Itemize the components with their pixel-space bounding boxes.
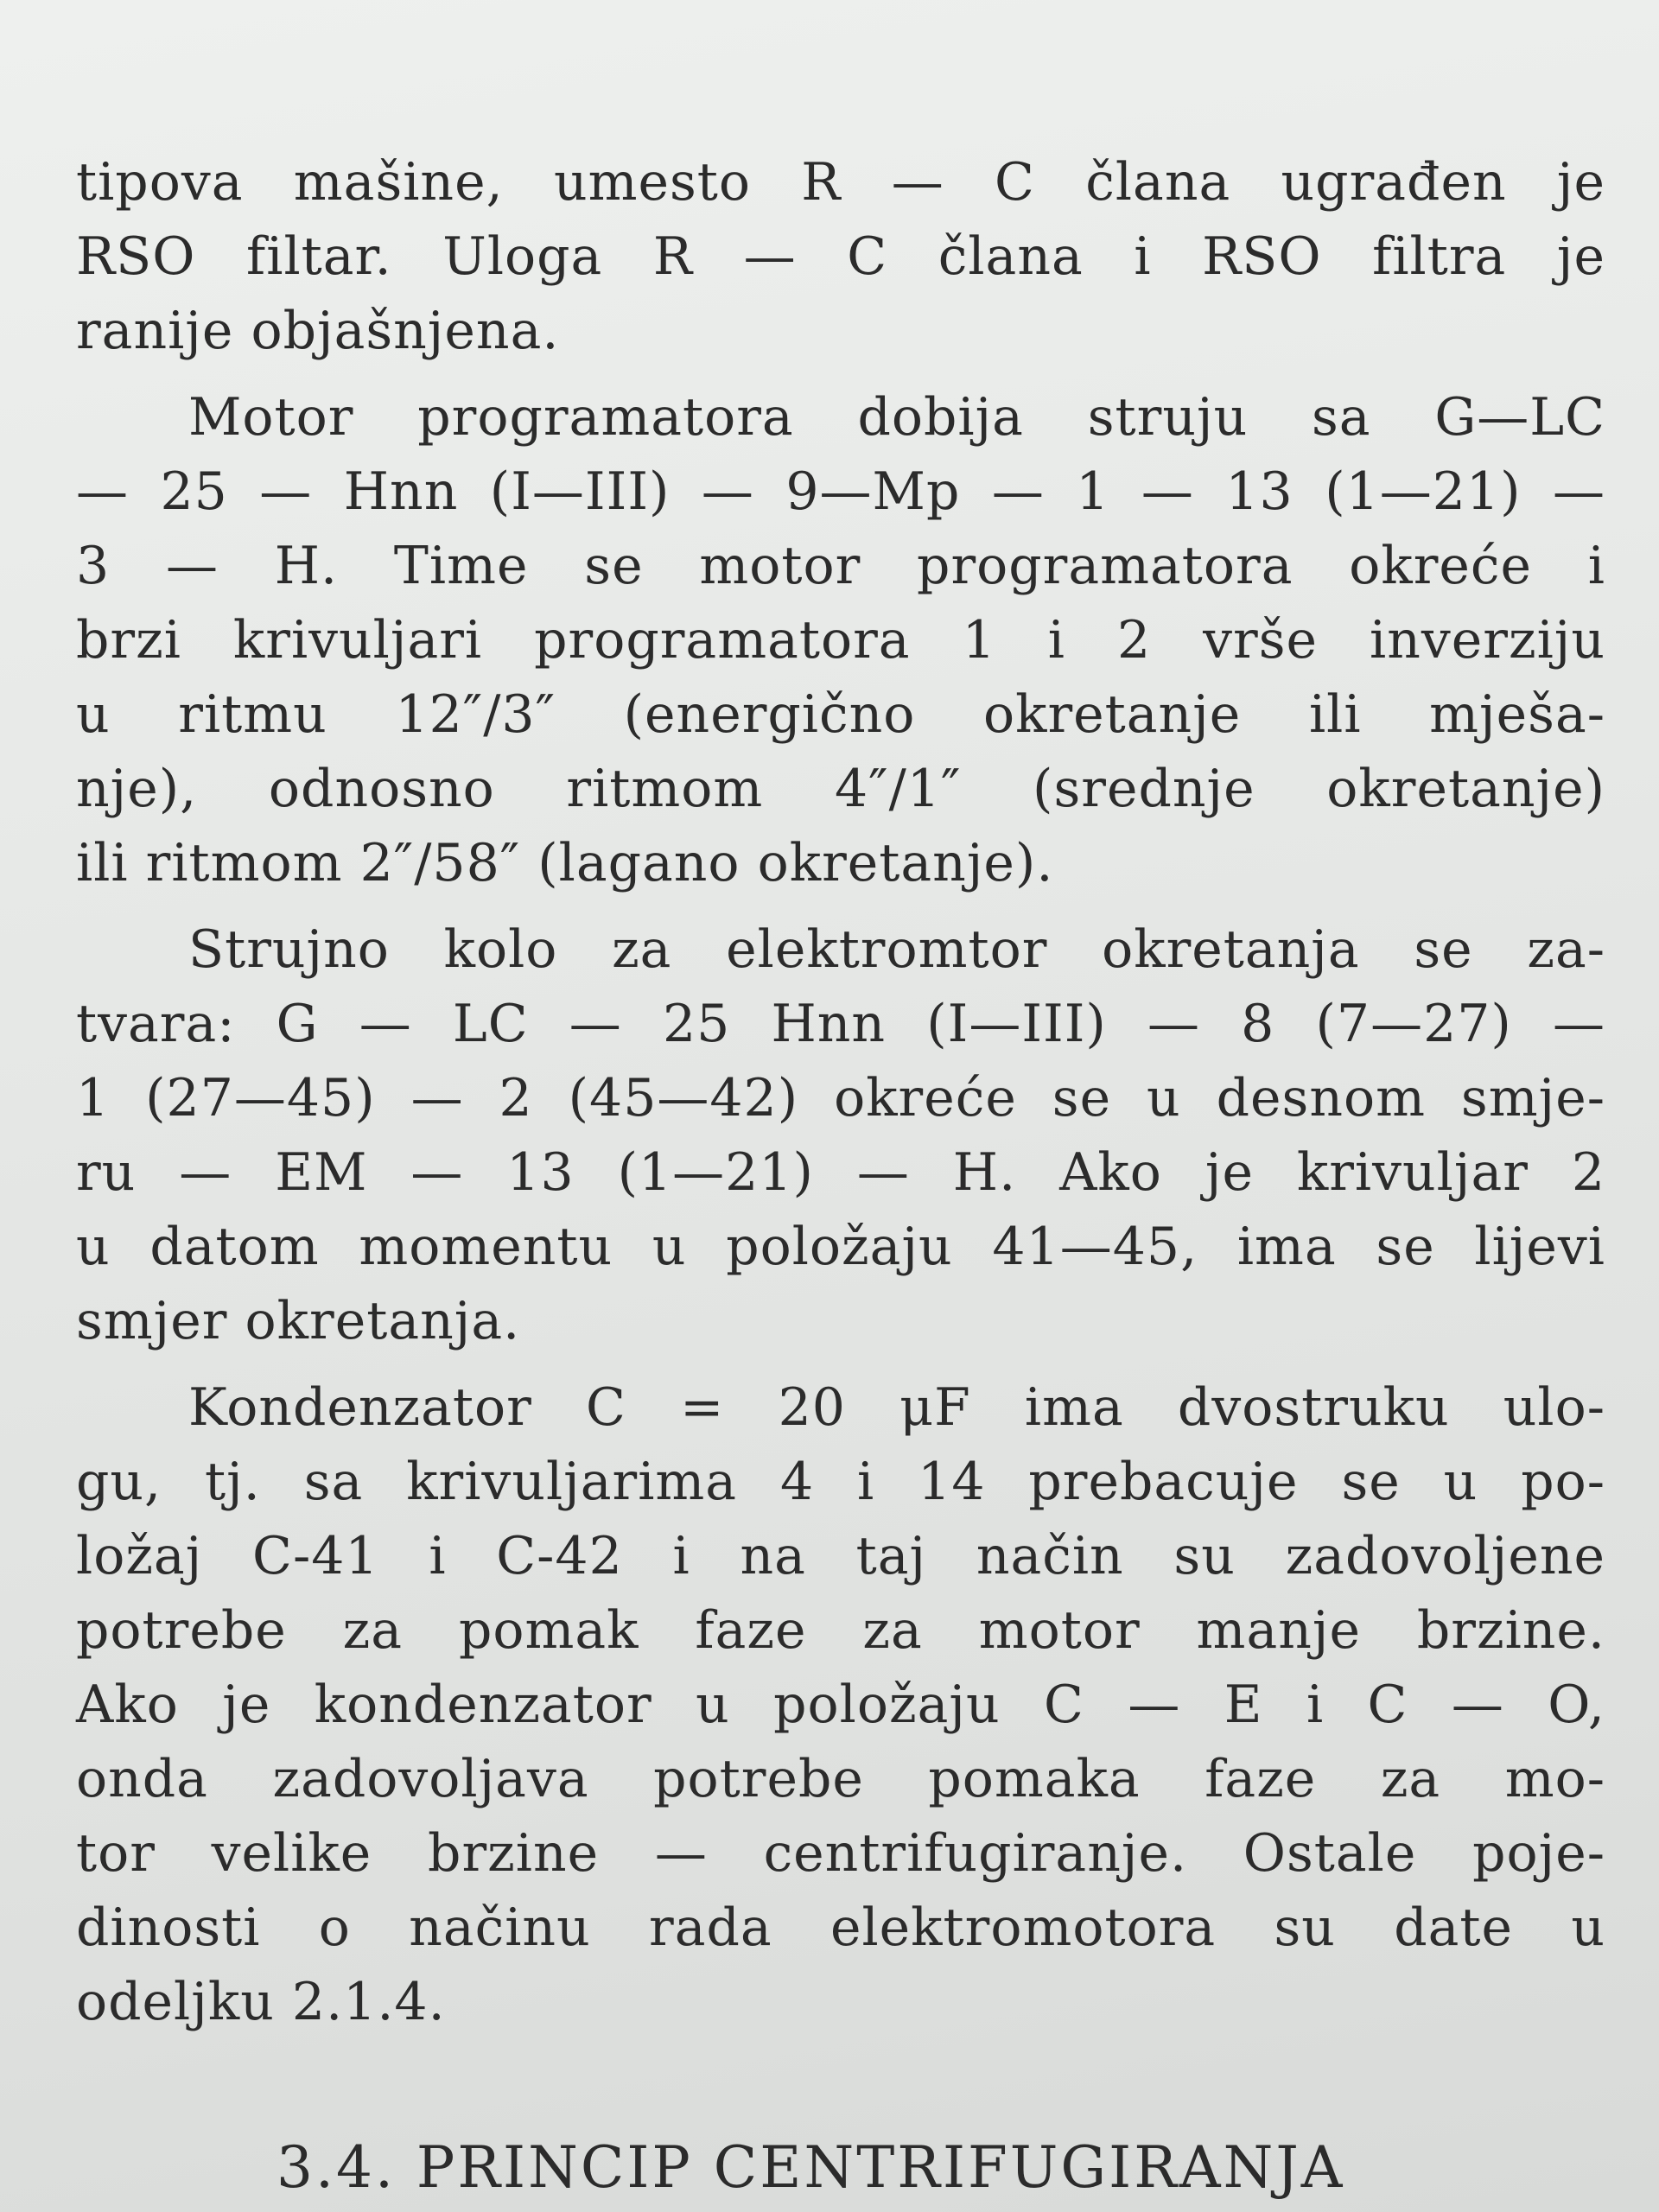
text-line: tvara: G — LC — 25 Hnn (I—III) — 8 (7—27) — xyxy=(76,994,1605,1054)
paragraph-3 xyxy=(76,912,1605,1358)
text-line: u ritmu 12″/3″ (energično okretanje ili mješa- xyxy=(76,684,1605,745)
text-line: ložaj C-41 i C-42 i na taj način su zadovoljene xyxy=(76,1526,1605,1586)
paragraph-4 xyxy=(76,1370,1605,2039)
text-line: brzi krivuljari programatora 1 i 2 vrše inverziju xyxy=(76,610,1605,671)
text-line: 1 (27—45) — 2 (45—42) okreće se u desnom smje- xyxy=(76,1068,1605,1128)
paragraph-1 xyxy=(76,145,1605,368)
text-line: dinosti o načinu rada elektromotora su date u xyxy=(76,1897,1605,1958)
text-line: ili ritmom 2″/58″ (lagano okretanje). xyxy=(76,833,1054,893)
text-line: Motor programatora dobija struju sa G—LC xyxy=(188,387,1605,448)
text-line: RSO filtar. Uloga R — C člana i RSO filtra je xyxy=(76,226,1605,287)
text-line: — 25 — Hnn (I—III) — 9—Mp — 1 — 13 (1—21) — xyxy=(76,461,1605,522)
text-line: Ako je kondenzator u položaju C — E i C — O, xyxy=(76,1675,1605,1735)
body-text xyxy=(76,145,1605,2051)
text-line: u datom momentu u položaju 41—45, ima se lijevi xyxy=(76,1217,1605,1277)
text-line: 3 — H. Time se motor programatora okreće i xyxy=(76,536,1605,596)
section-heading: 3.4. PRINCIP CENTRIFUGIRANJA xyxy=(276,2134,1345,2201)
text-line: Strujno kolo za elektromtor okretanja se za- xyxy=(188,919,1605,980)
text-line: onda zadovoljava potrebe pomaka faze za mo- xyxy=(76,1749,1605,1809)
text-line: ranije objašnjena. xyxy=(76,301,560,361)
text-line: tor velike brzine — centrifugiranje. Ostale poje- xyxy=(76,1823,1605,1884)
paragraph-2 xyxy=(76,380,1605,900)
text-line: nje), odnosno ritmom 4″/1″ (srednje okretanje) xyxy=(76,759,1605,819)
text-line: potrebe za pomak faze za motor manje brzine. xyxy=(76,1600,1605,1661)
text-line: ru — EM — 13 (1—21) — H. Ako je krivuljar 2 xyxy=(76,1142,1605,1203)
text-line: tipova mašine, umesto R — C člana ugrađen je xyxy=(76,152,1605,213)
text-line: gu, tj. sa krivuljarima 4 i 14 prebacuje se u po- xyxy=(76,1452,1605,1512)
text-line: smjer okretanja. xyxy=(76,1291,521,1351)
text-line: odeljku 2.1.4. xyxy=(76,1972,446,2032)
text-line: Kondenzator C = 20 μF ima dvostruku ulo- xyxy=(188,1377,1605,1438)
